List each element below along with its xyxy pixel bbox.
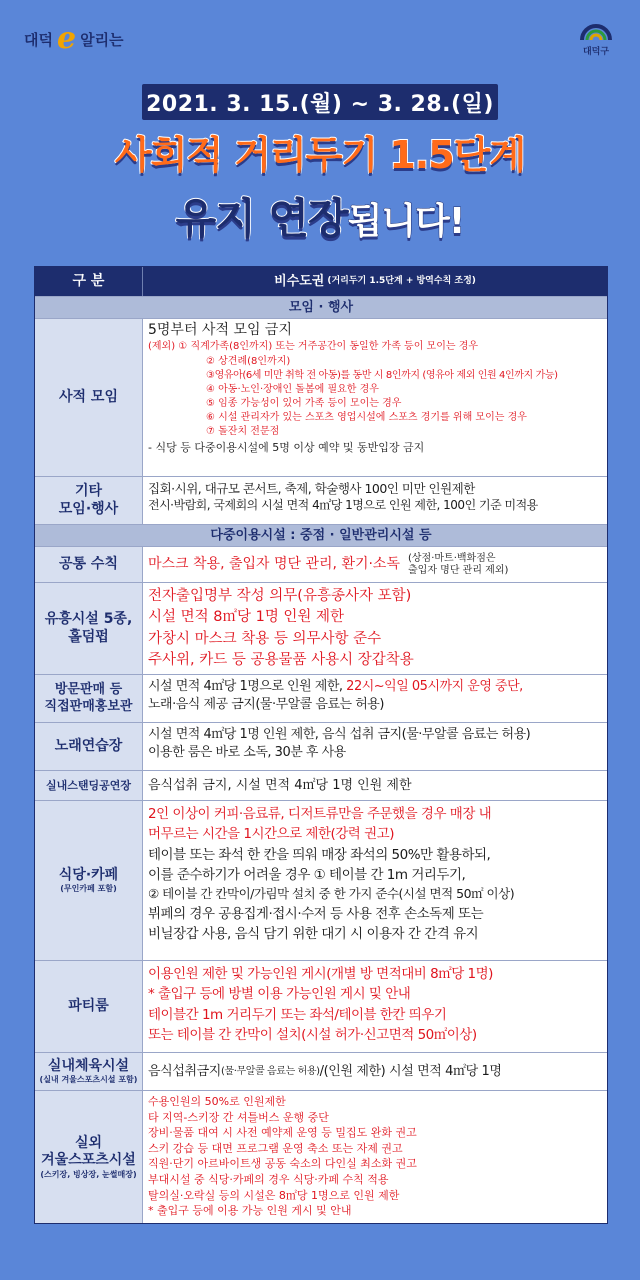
logo-prefix: 대덕	[24, 30, 53, 49]
row-category: 유흥시설 5종, 홀덤펍	[35, 583, 143, 674]
table-header	[35, 267, 607, 297]
row-category: 방문판매 등 직접판매홍보관	[35, 675, 143, 722]
title-suffix: 됩니다!	[347, 201, 465, 242]
table-row	[35, 477, 607, 525]
row-category: 식당·카페 (무인카페 포함)	[35, 801, 143, 960]
row-content: 이용인원 제한 및 가능인원 게시(개별 방 면적대비 8㎡당 1명) * 출입구 등에 방별 이용 가능인원 게시 및 안내 테이블간 1m 거리두기 또는 좌석/테이블 한칸 띄우기 또는 테이블 간 칸막이 설치(시설 허가·신고면적 50㎡이상)	[148, 966, 493, 1043]
emblem-label: 대덕구	[582, 47, 610, 57]
row-content: 마스크 착용, 출입자 명단 관리, 환기·소독 (상점·마트·백화점은 출입자 명단 관리 제외)	[148, 552, 509, 576]
row-content: 2인 이상이 커피·음료류, 디저트류만을 주문했을 경우 매장 내 머무르는 시간을 1시간으로 제한(강력 권고) 테이블 또는 좌석 한 칸을 띄워 매장 좌석의 50%만 활용하되, 이를 준수하기가 어려울 경우 ① 테이블 간 1m 거리두기, ② 테이블 간 칸막이/가림막 설치 중 한 가지 준수(시설 면적 50㎡ 이상) 뷔페의 경우 공용집게·접시·수저 등 사용 전후 손소독제 또는 비닐장갑 사용, 음식 담기 위한 대기 시 이용자 간 간격 유지	[148, 806, 515, 942]
rules-table	[34, 266, 608, 1224]
logo-suffix: 알리는	[80, 30, 124, 49]
row-content: 5명부터 사적 모임 금지 (제외) ① 직계가족(8인까지) 또는 거주공간이 동일한 가족 등이 모이는 경우 ② 상견례(8인까지) ③영유아(6세 미만 취학 전 아동)를 동반 시 8인까지 (영유아 제외 인원 4인까지 가능) ④ 아동·노인·장애인 돌봄에 필요한 경우 ⑤ 임종 가능성이 있어 가족 등이 모이는 경우 ⑥ 시설 관리자가 있는 스포츠 영업시설에 스포츠 경기를 위해 모이는 경우 ⑦ 돌잔치 전문점 - 식당 등 다중이용시설에 5명 이상 예약 및 동반입장 금지	[148, 322, 558, 454]
table-row	[35, 1091, 607, 1223]
row-content: 수용인원의 50%로 인원제한 타 지역-스키장 간 셔틀버스 운행 중단 장비·물품 대여 시 사전 예약제 운영 등 밀집도 완화 권고 스키 강습 등 대면 프로그램 운영 축소 또는 자제 권고 직원·단기 아르바이트생 공동 숙소의 다인실 최소화 권고 부대시설 중 식당·카페의 경우 식당·카페 수칙 적용 탈의실·오락실 등의 시설은 8㎡당 1명으로 인원 제한 * 출입구 등에 이용 가능 인원 게시 및 안내	[148, 1095, 417, 1218]
row-content: 음식섭취금지 (물·무알콜 음료는 허용) /(인원 제한) 시설 면적 4㎡당 1명	[148, 1063, 502, 1079]
table-row	[35, 801, 607, 961]
section-gathering: 모임 · 행사	[35, 297, 607, 319]
daedeok-gu-emblem	[574, 16, 618, 57]
table-row	[35, 723, 607, 771]
row-category: 실외 겨울스포츠시설 (스키장, 빙상장, 눈썰매장)	[35, 1091, 143, 1223]
table-row	[35, 1053, 607, 1091]
row-content: 시설 면적 4㎡당 1명 인원 제한, 음식 섭취 금지(물·무알콜 음료는 허용) 이용한 룸은 바로 소독, 30분 후 사용	[148, 727, 531, 760]
main-title-line2	[0, 186, 640, 246]
table-row	[35, 547, 607, 583]
title-emphasis: 유지 연장	[175, 194, 348, 243]
header-region: 비수도권 (거리두기 1.5단계 + 방역수칙 조정)	[274, 273, 476, 289]
row-content: 집회·시위, 대규모 콘서트, 축제, 학술행사 100인 미만 인원제한 전시·박람회, 국제회의 시설 면적 4㎡당 1명으로 인원 제한, 100인 기준 미적용	[148, 481, 538, 513]
row-content: 전자출입명부 작성 의무(유흥종사자 포함) 시설 면적 8㎡당 1명 인원 제한 가창시 마스크 착용 등 의무사항 준수 주사위, 카드 등 공용물품 사용시 장갑착용	[148, 588, 414, 669]
table-row	[35, 319, 607, 477]
row-category: 파티룸	[35, 961, 143, 1052]
row-category: 실내체육시설 (실내 겨울스포츠시설 포함)	[35, 1053, 143, 1090]
row-content: 음식섭취 금지, 시설 면적 4㎡당 1명 인원 제한	[148, 777, 412, 793]
date-range-banner: 2021. 3. 15.(월) ~ 3. 28.(일)	[142, 84, 498, 120]
row-category: 기타 모임·행사	[35, 477, 143, 524]
logo-e-mark: e	[56, 21, 77, 56]
emblem-icon	[579, 16, 613, 42]
row-content: 시설 면적 4㎡당 1명으로 인원 제한, 22시~익일 05시까지 운영 중단, 노래·음식 제공 금지(물·무알콜 음료는 허용)	[148, 679, 523, 712]
table-row	[35, 583, 607, 675]
header-category: 구 분	[35, 267, 143, 296]
table-row	[35, 675, 607, 723]
main-title-line1: 사회적 거리두기 1.5단계	[114, 133, 526, 177]
section-facilities: 다중이용시설 : 중점 · 일반관리시설 등	[35, 525, 607, 547]
table-row	[35, 771, 607, 801]
table-row	[35, 961, 607, 1053]
row-category: 실내스탠딩공연장	[35, 771, 143, 800]
row-category: 공통 수칙	[35, 547, 143, 582]
row-category: 사적 모임	[35, 319, 143, 476]
row-category: 노래연습장	[35, 723, 143, 770]
daedeok-news-logo	[24, 22, 124, 56]
